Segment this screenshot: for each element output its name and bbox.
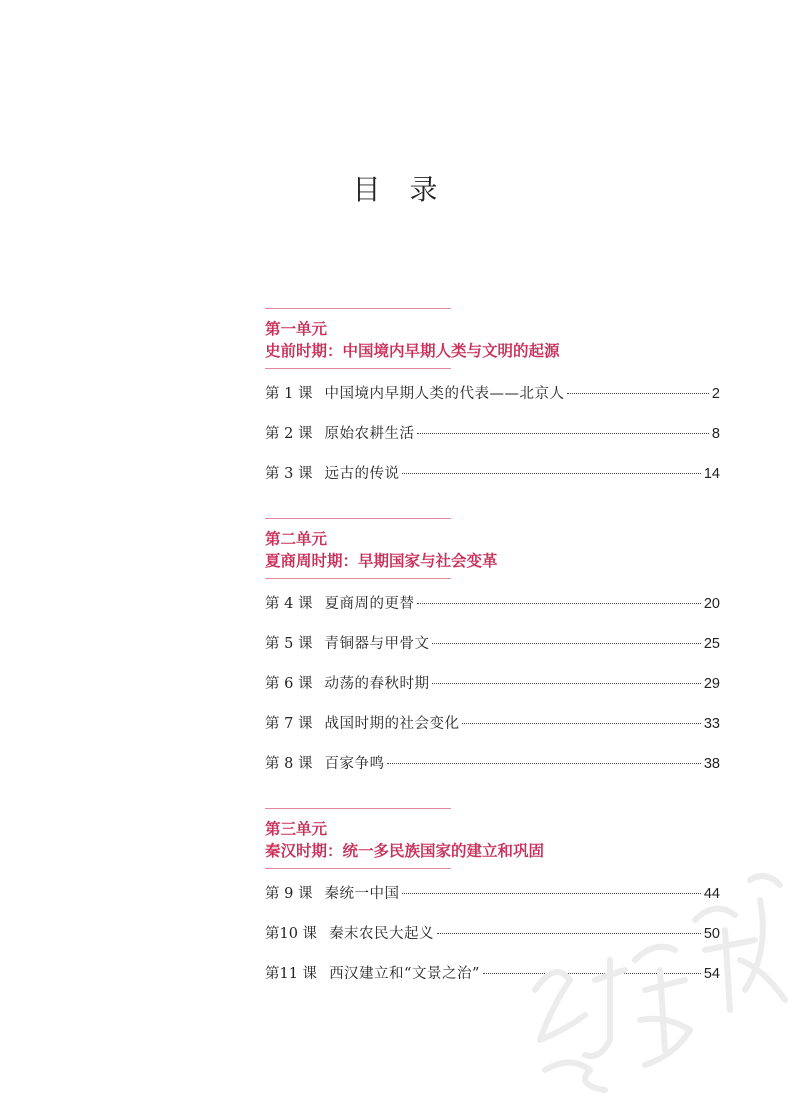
lesson-title: 中国境内早期人类的代表——北京人 (324, 386, 565, 402)
page-number: 38 (703, 756, 720, 772)
lesson-entry[interactable] (265, 634, 720, 674)
lesson-entry[interactable] (265, 924, 720, 964)
lesson-title: 远古的传说 (324, 466, 400, 482)
page-number: 14 (703, 466, 720, 482)
dot-leader (402, 893, 700, 894)
lesson-title: 西汉建立和“文景之治” (329, 966, 480, 982)
lesson-entry[interactable] (265, 884, 720, 924)
table-of-contents (265, 308, 720, 1018)
page-number: 54 (703, 966, 720, 982)
lesson-number: 第 4 课 (265, 596, 313, 612)
unit-1 (265, 308, 720, 504)
dot-leader (567, 393, 708, 394)
lesson-title: 青铜器与甲骨文 (324, 636, 430, 652)
page-number: 44 (703, 886, 720, 902)
lesson-number: 第 8 课 (265, 756, 313, 772)
lesson-title: 秦末农民大起义 (329, 926, 435, 942)
lesson-list (265, 884, 720, 1004)
unit-header (265, 309, 720, 362)
dot-leader (402, 473, 700, 474)
unit-3 (265, 808, 720, 1004)
lesson-entry[interactable] (265, 674, 720, 714)
lesson-entry[interactable] (265, 594, 720, 634)
dot-leader (417, 603, 700, 604)
lesson-number: 第 1 课 (265, 386, 313, 402)
lesson-entry[interactable] (265, 464, 720, 504)
unit-name: 第二单元 (265, 529, 328, 548)
lesson-number: 第 3 课 (265, 466, 313, 482)
unit-rule-bottom (265, 368, 451, 369)
unit-2 (265, 518, 720, 794)
dot-leader (417, 433, 708, 434)
page-number: 8 (711, 426, 720, 442)
lesson-title: 动荡的春秋时期 (324, 676, 430, 692)
dot-leader (483, 973, 701, 974)
lesson-number: 第10 课 (265, 926, 318, 942)
unit-name: 第一单元 (265, 319, 328, 338)
page-number: 33 (703, 716, 720, 732)
lesson-entry[interactable] (265, 424, 720, 464)
page-number: 20 (703, 596, 720, 612)
unit-title: 史前时期：中国境内早期人类与文明的起源 (265, 341, 560, 360)
dot-leader (437, 933, 701, 934)
dot-leader (387, 763, 700, 764)
unit-name: 第三单元 (265, 819, 328, 838)
dot-leader (462, 723, 700, 724)
lesson-entry[interactable] (265, 964, 720, 1004)
lesson-title: 秦统一中国 (324, 886, 400, 902)
dot-leader (432, 643, 700, 644)
unit-rule-bottom (265, 578, 451, 579)
lesson-title: 战国时期的社会变化 (324, 716, 460, 732)
unit-title: 夏商周时期：早期国家与社会变革 (265, 551, 498, 570)
unit-header (265, 519, 720, 572)
lesson-entry[interactable] (265, 384, 720, 424)
page-number: 50 (703, 926, 720, 942)
lesson-list (265, 384, 720, 504)
dot-leader (432, 683, 700, 684)
page-number: 29 (703, 676, 720, 692)
lesson-title: 夏商周的更替 (324, 596, 415, 612)
lesson-number: 第11 课 (265, 966, 318, 982)
lesson-number: 第 5 课 (265, 636, 313, 652)
lesson-list (265, 594, 720, 794)
lesson-number: 第 9 课 (265, 886, 313, 902)
lesson-number: 第 7 课 (265, 716, 313, 732)
lesson-number: 第 6 课 (265, 676, 313, 692)
unit-title: 秦汉时期：统一多民族国家的建立和巩固 (265, 841, 545, 860)
lesson-number: 第 2 课 (265, 426, 313, 442)
unit-rule-bottom (265, 868, 451, 869)
lesson-title: 百家争鸣 (324, 756, 385, 772)
lesson-title: 原始农耕生活 (324, 426, 415, 442)
page-number: 25 (703, 636, 720, 652)
page-title: 目 录 (352, 173, 448, 206)
unit-header (265, 809, 720, 862)
page-number: 2 (711, 386, 720, 402)
lesson-entry[interactable] (265, 754, 720, 794)
lesson-entry[interactable] (265, 714, 720, 754)
